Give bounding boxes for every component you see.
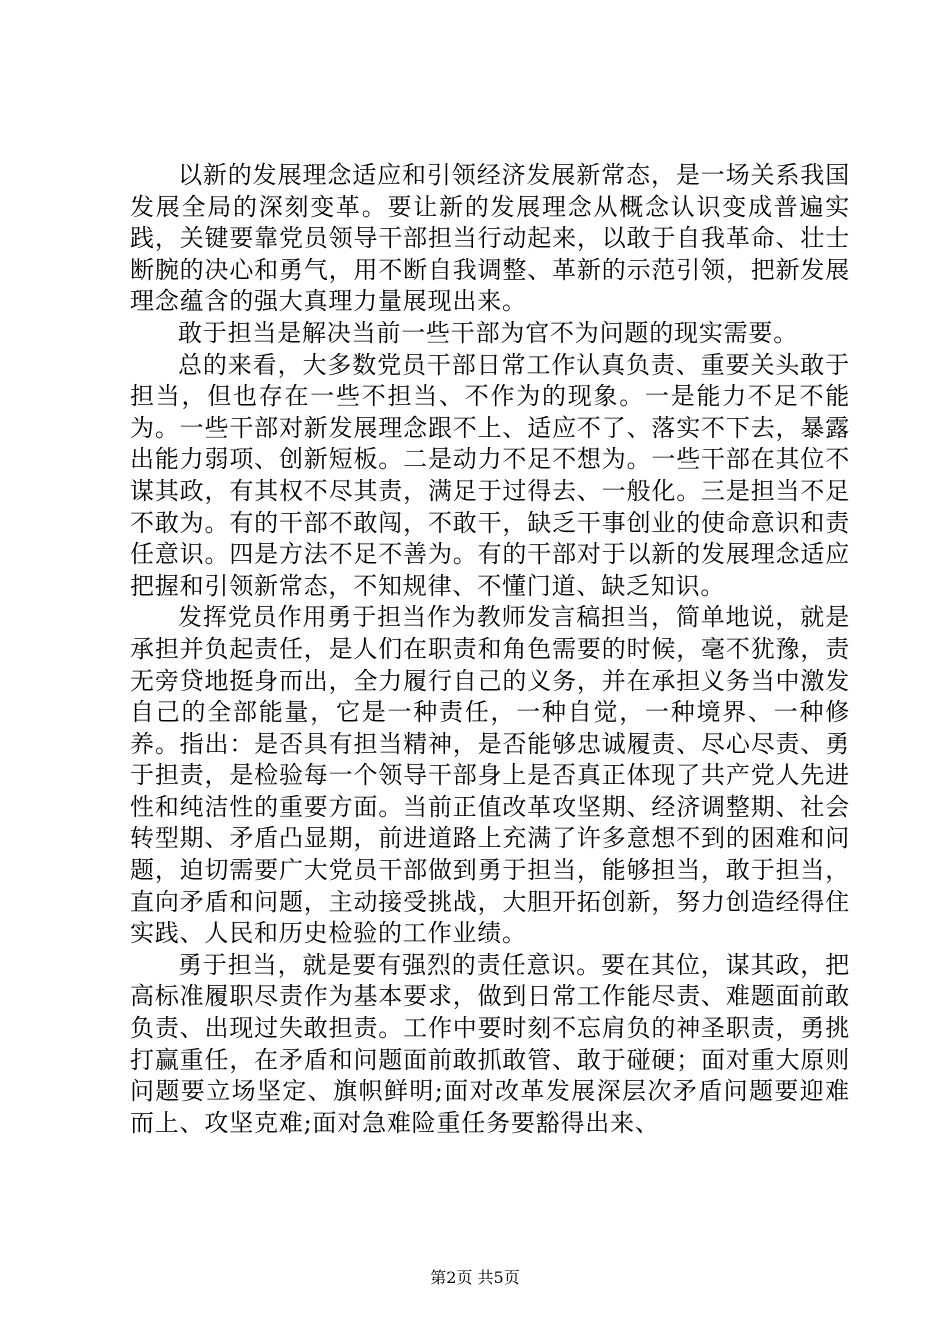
- document-body: [130, 160, 850, 1139]
- paragraph-4: 发挥党员作用勇于担当作为教师发言稿担当，简单地说，就是承担并负起责任，是人们在职责和角色需要的时候，毫不犹豫，责无旁贷地挺身而出，全力履行自己的义务，并在承担义务当中激发自己的全部能量，它是一种责任，一种自觉，一种境界、一种修养。指出：是否具有担当精神，是否能够忠诚履责、尽心尽责、勇于担责，是检验每一个领导干部身上是否真正体现了共产党人先进性和纯洁性的重要方面。当前正值改革攻坚期、经济调整期、社会转型期、矛盾凸显期，前进道路上充满了许多意想不到的困难和问题，迫切需要广大党员干部做到勇于担当，能够担当，敢于担当，直向矛盾和问题，主动接受挑战，大胆开拓创新，努力创造经得住实践、人民和历史检验的工作业绩。: [130, 603, 850, 948]
- paragraph-3: 总的来看，大多数党员干部日常工作认真负责、重要关头敢于担当，但也存在一些不担当、不作为的现象。一是能力不足不能为。一些干部对新发展理念跟不上、适应不了、落实不下去，暴露出能力弱项、创新短板。二是动力不足不想为。一些干部在其位不谋其政，有其权不尽其责，满足于过得去、一般化。三是担当不足不敢为。有的干部不敢闯，不敢干，缺乏干事创业的使命意识和责任意识。四是方法不足不善为。有的干部对于以新的发展理念适应把握和引领新常态，不知规律、不懂门道、缺乏知识。: [130, 350, 850, 600]
- paragraph-5: 勇于担当，就是要有强烈的责任意识。要在其位，谋其政，把高标准履职尽责作为基本要求，做到日常工作能尽责、难题面前敢负责、出现过失敢担责。工作中要时刻不忘肩负的神圣职责，勇挑打赢重任，在矛盾和问题面前敢抓敢管、敢于碰硬；面对重大原则问题要立场坚定、旗帜鲜明;面对改革发展深层次矛盾问题要迎难而上、攻坚克难;面对急难险重任务要豁得出来、: [130, 950, 850, 1137]
- page-number-label: 第2页 共5页: [430, 1268, 520, 1287]
- paragraph-2: 敢于担当是解决当前一些干部为官不为问题的现实需要。: [178, 318, 798, 347]
- page-footer: [0, 1268, 950, 1288]
- paragraph-1: 以新的发展理念适应和引领经济发展新常态，是一场关系我国发展全局的深刻变革。要让新的发展理念从概念认识变成普遍实践，关键要靠党员领导干部担当行动起来，以敢于自我革命、壮士断腕的决心和勇气，用不断自我调整、革新的示范引领，把新发展理念蕴含的强大真理力量展现出来。: [130, 161, 850, 316]
